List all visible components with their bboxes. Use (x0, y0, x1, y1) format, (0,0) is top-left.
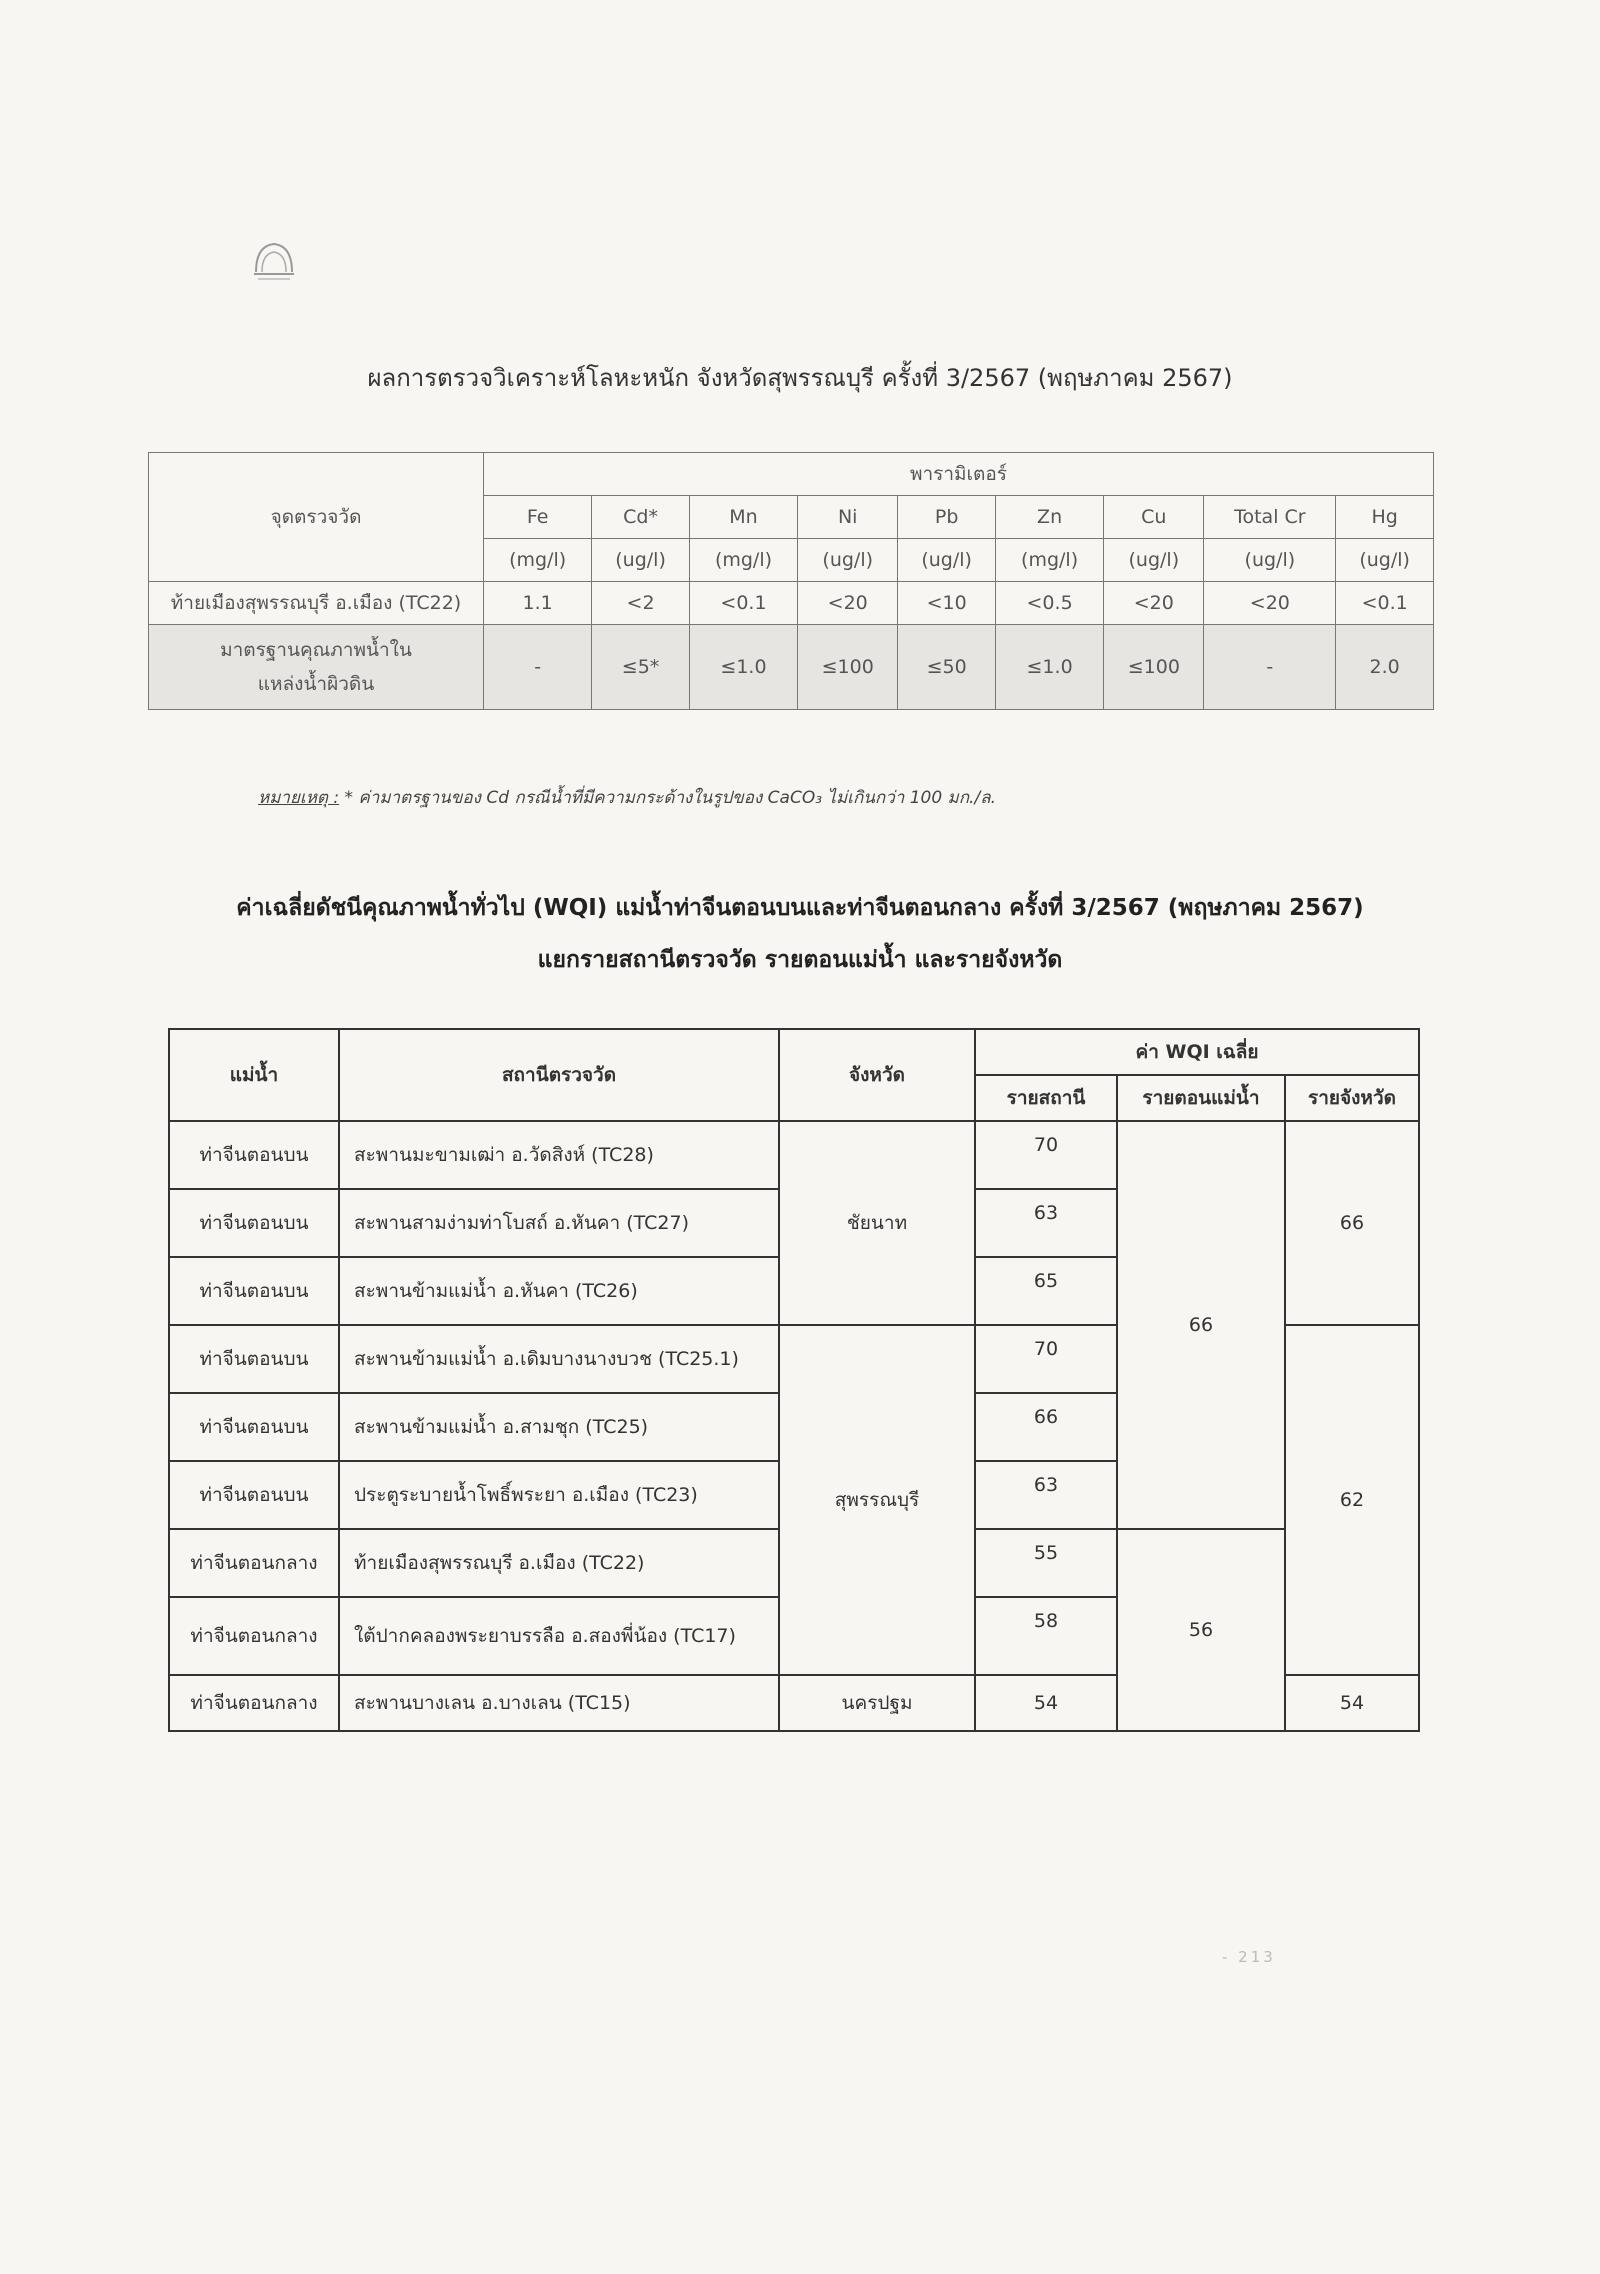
param-unit: (ug/l) (1336, 539, 1434, 582)
param-name: Pb (898, 496, 996, 539)
param-name: Total Cr (1204, 496, 1336, 539)
param-unit: (ug/l) (592, 539, 690, 582)
footnote (258, 784, 996, 811)
province-cell: นครปฐม (779, 1675, 975, 1731)
wqi-station-value: 55 (975, 1529, 1117, 1597)
river-header: แม่น้ำ (169, 1029, 339, 1121)
standard-value: 2.0 (1336, 625, 1434, 710)
station-header: สถานีตรวจวัด (339, 1029, 779, 1121)
by-province-header: รายจังหวัด (1285, 1075, 1419, 1121)
heavy-metals-table (148, 452, 1434, 710)
standard-value: ≤100 (798, 625, 898, 710)
measurement-row (149, 582, 1434, 625)
river-cell: ท่าจีนตอนกลาง (169, 1529, 339, 1597)
river-cell: ท่าจีนตอนกลาง (169, 1597, 339, 1675)
value-cell: <2 (592, 582, 690, 625)
station-cell: สะพานบางเลน อ.บางเลน (TC15) (339, 1675, 779, 1731)
parameter-header: พารามิเตอร์ (484, 453, 1434, 496)
by-section-header: รายตอนแม่น้ำ (1117, 1075, 1285, 1121)
page-number: - 213 (1222, 1948, 1276, 1966)
param-name: Mn (689, 496, 797, 539)
station-header: จุดตรวจวัด (149, 453, 484, 582)
wqi-station-value: 63 (975, 1461, 1117, 1529)
value-cell: <0.5 (995, 582, 1103, 625)
param-unit: (ug/l) (1204, 539, 1336, 582)
agency-logo-icon (246, 232, 302, 288)
value-cell: <20 (798, 582, 898, 625)
param-name: Zn (995, 496, 1103, 539)
standard-value: ≤5* (592, 625, 690, 710)
province-header: จังหวัด (779, 1029, 975, 1121)
param-name: Fe (484, 496, 592, 539)
station-cell: ใต้ปากคลองพระยาบรรลือ อ.สองพี่น้อง (TC17) (339, 1597, 779, 1675)
param-unit: (ug/l) (898, 539, 996, 582)
wqi-subtitle: แยกรายสถานีตรวจวัด รายตอนแม่น้ำ และรายจังหวัด (537, 947, 1063, 973)
standard-value: ≤50 (898, 625, 996, 710)
param-unit: (ug/l) (798, 539, 898, 582)
by-station-header: รายสถานี (975, 1075, 1117, 1121)
wqi-province-value: 54 (1285, 1675, 1419, 1731)
wqi-province-value: 66 (1285, 1121, 1419, 1325)
standard-label (149, 625, 484, 710)
standard-value: - (1204, 625, 1336, 710)
station-cell: สะพานข้ามแม่น้ำ อ.สามชุก (TC25) (339, 1393, 779, 1461)
station-name: ท้ายเมืองสุพรรณบุรี อ.เมือง (TC22) (149, 582, 484, 625)
wqi-station-value: 70 (975, 1325, 1117, 1393)
station-cell: ประตูระบายน้ำโพธิ์พระยา อ.เมือง (TC23) (339, 1461, 779, 1529)
wqi-section-value: 56 (1117, 1529, 1285, 1731)
province-cell: ชัยนาท (779, 1121, 975, 1325)
wqi-table (168, 1028, 1420, 1732)
wqi-province-value: 62 (1285, 1325, 1419, 1675)
wqi-station-value: 54 (975, 1675, 1117, 1731)
standard-row (149, 625, 1434, 710)
value-cell: <20 (1204, 582, 1336, 625)
param-unit: (ug/l) (1104, 539, 1204, 582)
param-unit: (mg/l) (689, 539, 797, 582)
value-cell: <10 (898, 582, 996, 625)
param-name: Ni (798, 496, 898, 539)
param-unit: (mg/l) (484, 539, 592, 582)
table-row (169, 1121, 1419, 1189)
river-cell: ท่าจีนตอนกลาง (169, 1675, 339, 1731)
station-cell: สะพานมะขามเฒ่า อ.วัดสิงห์ (TC28) (339, 1121, 779, 1189)
value-cell: 1.1 (484, 582, 592, 625)
river-cell: ท่าจีนตอนบน (169, 1121, 339, 1189)
wqi-station-value: 63 (975, 1189, 1117, 1257)
param-name: Cu (1104, 496, 1204, 539)
footnote-text: * ค่ามาตรฐานของ Cd กรณีน้ำที่มีความกระด้างในรูปของ CaCO₃ ไม่เกินกว่า 100 มก./ล. (339, 788, 996, 808)
station-cell: สะพานข้ามแม่น้ำ อ.หันคา (TC26) (339, 1257, 779, 1325)
standard-label-line1: มาตรฐานคุณภาพน้ำใน (220, 639, 412, 661)
value-cell: <0.1 (1336, 582, 1434, 625)
standard-label-line2: แหล่งน้ำผิวดิน (257, 673, 375, 695)
param-unit: (mg/l) (995, 539, 1103, 582)
param-name: Cd* (592, 496, 690, 539)
value-cell: <0.1 (689, 582, 797, 625)
station-cell: สะพานสามง่ามท่าโบสถ์ อ.หันคา (TC27) (339, 1189, 779, 1257)
wqi-section-value: 66 (1117, 1121, 1285, 1529)
station-cell: สะพานข้ามแม่น้ำ อ.เดิมบางนางบวช (TC25.1) (339, 1325, 779, 1393)
standard-value: ≤100 (1104, 625, 1204, 710)
value-cell: <20 (1104, 582, 1204, 625)
province-cell: สุพรรณบุรี (779, 1325, 975, 1675)
river-cell: ท่าจีนตอนบน (169, 1325, 339, 1393)
wqi-title: ค่าเฉลี่ยดัชนีคุณภาพน้ำทั่วไป (WQI) แม่น้ำท่าจีนตอนบนและท่าจีนตอนกลาง ครั้งที่ 3/2567 (พฤษภาคม 2567) (236, 895, 1364, 921)
wqi-avg-header: ค่า WQI เฉลี่ย (975, 1029, 1419, 1075)
river-cell: ท่าจีนตอนบน (169, 1461, 339, 1529)
standard-value: ≤1.0 (995, 625, 1103, 710)
river-cell: ท่าจีนตอนบน (169, 1189, 339, 1257)
wqi-station-value: 65 (975, 1257, 1117, 1325)
river-cell: ท่าจีนตอนบน (169, 1393, 339, 1461)
wqi-station-value: 70 (975, 1121, 1117, 1189)
param-name: Hg (1336, 496, 1434, 539)
wqi-station-value: 66 (975, 1393, 1117, 1461)
footnote-label: หมายเหตุ : (258, 788, 340, 808)
wqi-station-value: 58 (975, 1597, 1117, 1675)
station-cell: ท้ายเมืองสุพรรณบุรี อ.เมือง (TC22) (339, 1529, 779, 1597)
heavy-metals-title: ผลการตรวจวิเคราะห์โลหะหนัก จังหวัดสุพรรณบุรี ครั้งที่ 3/2567 (พฤษภาคม 2567) (367, 364, 1233, 392)
standard-value: - (484, 625, 592, 710)
river-cell: ท่าจีนตอนบน (169, 1257, 339, 1325)
standard-value: ≤1.0 (689, 625, 797, 710)
